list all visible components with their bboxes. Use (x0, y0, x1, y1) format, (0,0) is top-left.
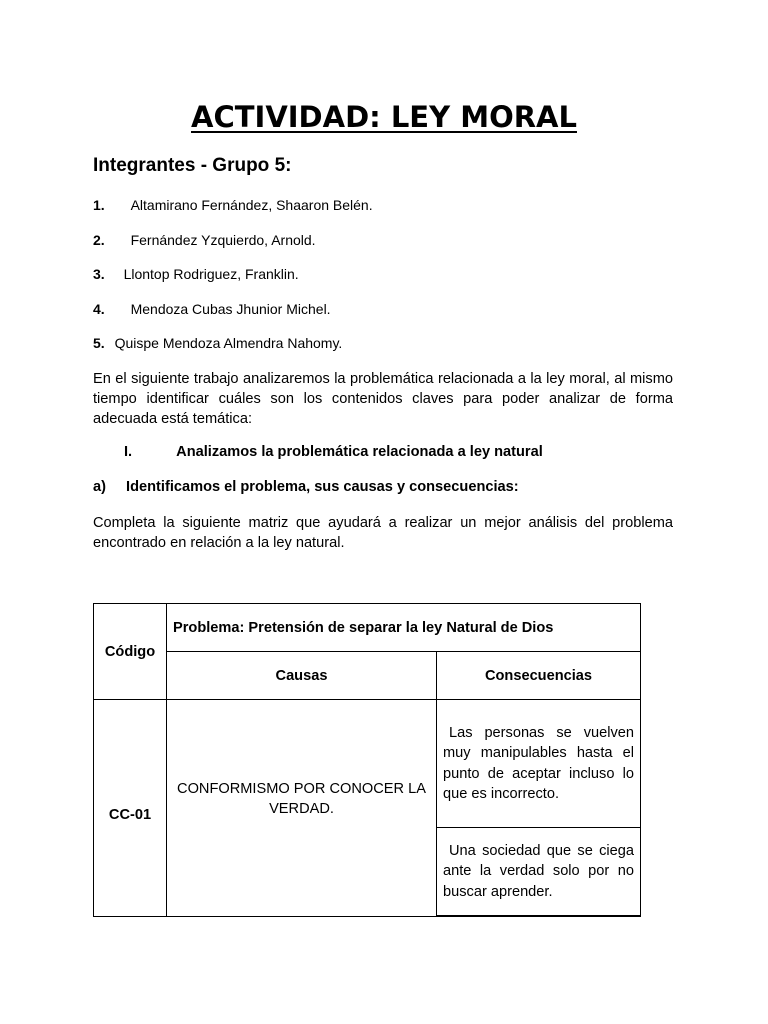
document-title: ACTIVIDAD: LEY MORAL (191, 100, 577, 134)
member-name: Mendoza Cubas Jhunior Michel. (130, 301, 331, 317)
member-number: 5. (93, 335, 105, 351)
member-item (93, 301, 331, 317)
section-heading (124, 444, 543, 460)
member-item (93, 335, 342, 351)
consequence-cell: Una sociedad que se ciega ante la verdad solo por no buscar aprender. (437, 828, 641, 917)
table-header-row (94, 604, 641, 652)
member-item (93, 197, 373, 213)
member-name: Altamirano Fernández, Shaaron Belén. (130, 197, 373, 213)
analysis-matrix (93, 603, 641, 917)
consequences-header: Consecuencias (437, 652, 641, 700)
causes-header: Causas (167, 652, 437, 700)
member-number: 4. (93, 301, 105, 317)
row-code: CC-01 (94, 700, 167, 917)
member-number: 1. (93, 197, 105, 213)
member-number: 2. (93, 232, 105, 248)
cause-cell: CONFORMISMO POR CONOCER LA VERDAD. (167, 700, 437, 917)
consequence-cell: Las personas se vuelven muy manipulables hasta el punto de aceptar incluso lo que es incorrecto. (437, 700, 641, 828)
section-number: I. (124, 444, 133, 460)
table-subheader-row (94, 652, 641, 700)
instructions-paragraph: Completa la siguiente matriz que ayudará a realizar un mejor análisis del problema encontrado en relación a la ley natural. (93, 515, 673, 551)
members-heading: Integrantes - Grupo 5: (93, 155, 292, 176)
code-header: Código (94, 604, 167, 700)
member-name: Llontop Rodriguez, Franklin. (123, 266, 299, 282)
intro-paragraph: En el siguiente trabajo analizaremos la problemática relacionada a la ley moral, al mismo tiempo identificar cuáles son los contenidos claves para poder analizar de forma adecuada está temática: (93, 371, 673, 427)
table-row (94, 700, 641, 828)
subsection-heading (93, 479, 519, 495)
member-name: Quispe Mendoza Almendra Nahomy. (114, 335, 343, 351)
member-number: 3. (93, 266, 105, 282)
subsection-title: Identificamos el problema, sus causas y consecuencias: (126, 479, 519, 495)
member-item (93, 266, 299, 282)
problem-header: Problema: Pretensión de separar la ley Natural de Dios (167, 604, 641, 652)
subsection-letter: a) (93, 479, 106, 495)
member-name: Fernández Yzquierdo, Arnold. (130, 232, 316, 248)
section-title: Analizamos la problemática relacionada a ley natural (176, 444, 543, 460)
member-item (93, 232, 316, 248)
